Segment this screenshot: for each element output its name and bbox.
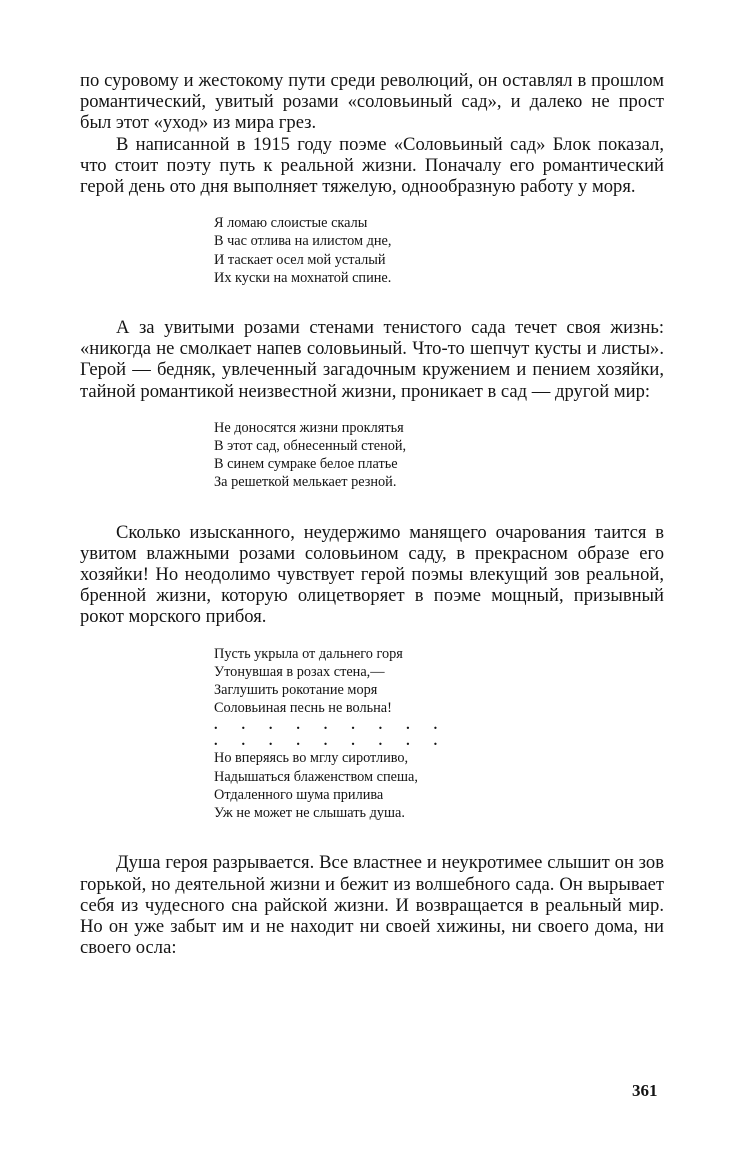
verse-line: Но вперяясь во мглу сиротливо,: [214, 750, 409, 767]
verse-line: Пусть укрыла от дальнего горя: [214, 645, 403, 662]
paragraph-3: А за увитыми розами стенами тенистого сада течет своя жизнь: «никогда не смолкает напев соловьиный. Что-то шепчут кусты и листы». Герой — бедняк, увлеченный загадочным кружением и пением хозяйки, тайной романтикой неизвестной жизни, проникает в сад — другой мир:: [80, 317, 664, 402]
paragraph-5: Душа героя разрывается. Все властнее и неукротимее слышит он зов горькой, но деятельной жизни и бежит из волшебного сада. Он вырывает себя из чудесного сна райской жизни. И возвращается в реальный мир. Но он уже забыт им и не находит ни своей хижины, ни своего дома, ни своего осла:: [80, 852, 664, 959]
verse-line: Их куски на мохнатой спине.: [214, 269, 392, 286]
verse-stanza-2: [214, 419, 664, 492]
verse-line: Не доносятся жизни проклятья: [214, 419, 404, 436]
verse-ellipsis-row: . . . . . . . . .: [214, 733, 439, 750]
verse-line: В час отлива на илистом дне,: [214, 233, 392, 250]
verse-line: Утонувшая в розах стена,—: [214, 663, 385, 680]
verse-line: Надышаться блаженством спеша,: [214, 768, 418, 785]
book-page: [80, 70, 664, 958]
verse-stanza-3: [214, 645, 664, 823]
verse-line: В синем сумраке белое платье: [214, 456, 398, 473]
verse-line: Отдаленного шума прилива: [214, 786, 384, 803]
verse-line: В этот сад, обнесенный стеной,: [214, 438, 407, 455]
verse-line: И таскает осел мой усталый: [214, 251, 386, 268]
paragraph-4: Сколько изысканного, неудержимо манящего очарования таится в увитом влажными розами соловьином саду, в прекрасном образе его хозяйки! Но неодолимо чувствует герой поэмы влекущий зов реальной, бренной жизни, которую олицетворяет в поэме мощный, призывный рокот морского прибоя.: [80, 521, 664, 628]
verse-line: Уж не может не слышать душа.: [214, 805, 405, 822]
verse-stanza-1: [214, 214, 664, 287]
paragraph-2: В написанной в 1915 году поэме «Соловьиный сад» Блок показал, что стоит поэту путь к реальной жизни. Поначалу его романтический герой день ото дня выполняет тяжелую, однообразную работу у моря.: [80, 133, 664, 198]
verse-line: Заглушить рокотание моря: [214, 682, 378, 699]
paragraph-1: по суровому и жестокому пути среди революций, он оставлял в прошлом романтический, увитый розами «соловьиный сад», и далеко не прост был этот «уход» из мира грез.: [80, 70, 664, 134]
verse-line: Соловьиная песнь не вольна!: [214, 700, 392, 717]
page-number: 361: [632, 1081, 658, 1100]
verse-line: За решеткой мелькает резной.: [214, 474, 397, 491]
verse-line: Я ломаю слоистые скалы: [214, 215, 368, 232]
verse-ellipsis-row: . . . . . . . . .: [214, 717, 439, 734]
